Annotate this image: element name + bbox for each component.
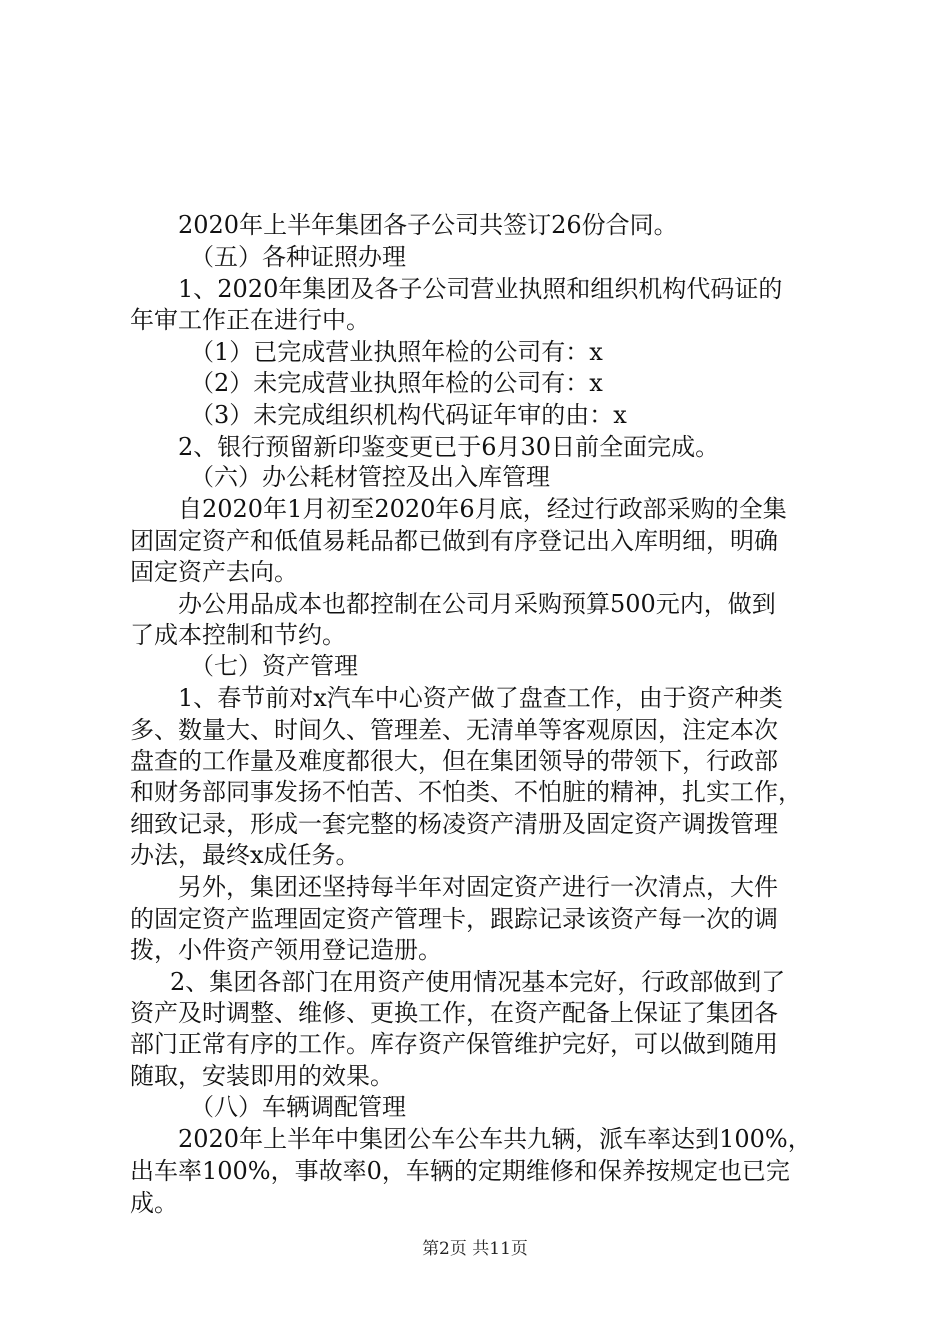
text-line: 部门正常有序的工作。库存资产保管维护完好，可以做到随用 bbox=[130, 1030, 778, 1058]
text-line: 2、集团各部门在用资产使用情况基本完好，行政部做到了 bbox=[170, 968, 786, 996]
text-line: 办法，最终x成任务。 bbox=[130, 841, 360, 869]
text-line: 细致记录，形成一套完整的杨凌资产清册及固定资产调拨管理 bbox=[130, 810, 778, 838]
text-line: 团固定资产和低值易耗品都已做到有序登记出入库明细，明确 bbox=[130, 527, 778, 555]
text-line: 出车率100%，事故率0，车辆的定期维修和保养按规定也已完 bbox=[130, 1157, 790, 1185]
text-line: （2）未完成营业执照年检的公司有：x bbox=[190, 369, 603, 397]
section-heading: （六）办公耗材管控及出入库管理 bbox=[190, 463, 550, 491]
text-line: 2020年上半年中集团公车公车共九辆，派车率达到100%， bbox=[178, 1125, 812, 1153]
text-line: 2020年上半年集团各子公司共签订26份合同。 bbox=[178, 211, 678, 239]
text-line: 资产及时调整、维修、更换工作，在资产配备上保证了集团各 bbox=[130, 999, 778, 1027]
page-number-footer: 第2页 共11页 bbox=[422, 1239, 528, 1259]
section-heading: （八）车辆调配管理 bbox=[190, 1093, 406, 1121]
text-line: 1、春节前对x汽车中心资产做了盘查工作，由于资产种类 bbox=[178, 684, 783, 712]
text-line: 多、数量大、时间久、管理差、无清单等客观原因，注定本次 bbox=[130, 716, 778, 744]
text-line: 年审工作正在进行中。 bbox=[130, 306, 370, 334]
section-heading: （七）资产管理 bbox=[190, 652, 358, 680]
text-line: 拨，小件资产领用登记造册。 bbox=[130, 936, 442, 964]
text-line: 2、银行预留新印鉴变更已于6月30日前全面完成。 bbox=[178, 433, 720, 461]
section-heading: （五）各种证照办理 bbox=[190, 243, 406, 271]
text-line: 成。 bbox=[130, 1189, 178, 1217]
text-line: 自2020年1月初至2020年6月底，经过行政部采购的全集 bbox=[178, 495, 787, 523]
text-line: 1、2020年集团及各子公司营业执照和组织机构代码证的 bbox=[178, 275, 783, 303]
text-line: 的固定资产监理固定资产管理卡，跟踪记录该资产每一次的调 bbox=[130, 905, 778, 933]
text-line: 办公用品成本也都控制在公司月采购预算500元内，做到 bbox=[178, 590, 776, 618]
text-line: （1）已完成营业执照年检的公司有：x bbox=[190, 338, 603, 366]
text-line: 了成本控制和节约。 bbox=[130, 621, 346, 649]
text-line: （3）未完成组织机构代码证年审的由：x bbox=[190, 401, 627, 429]
text-line: 盘查的工作量及难度都很大，但在集团领导的带领下，行政部 bbox=[130, 747, 778, 775]
text-line: 随取，安装即用的效果。 bbox=[130, 1062, 394, 1090]
text-line: 和财务部同事发扬不怕苦、不怕类、不怕脏的精神，扎实工作， bbox=[130, 778, 802, 806]
text-line: 固定资产去向。 bbox=[130, 558, 298, 586]
text-line: 另外，集团还坚持每半年对固定资产进行一次清点，大件 bbox=[178, 873, 778, 901]
